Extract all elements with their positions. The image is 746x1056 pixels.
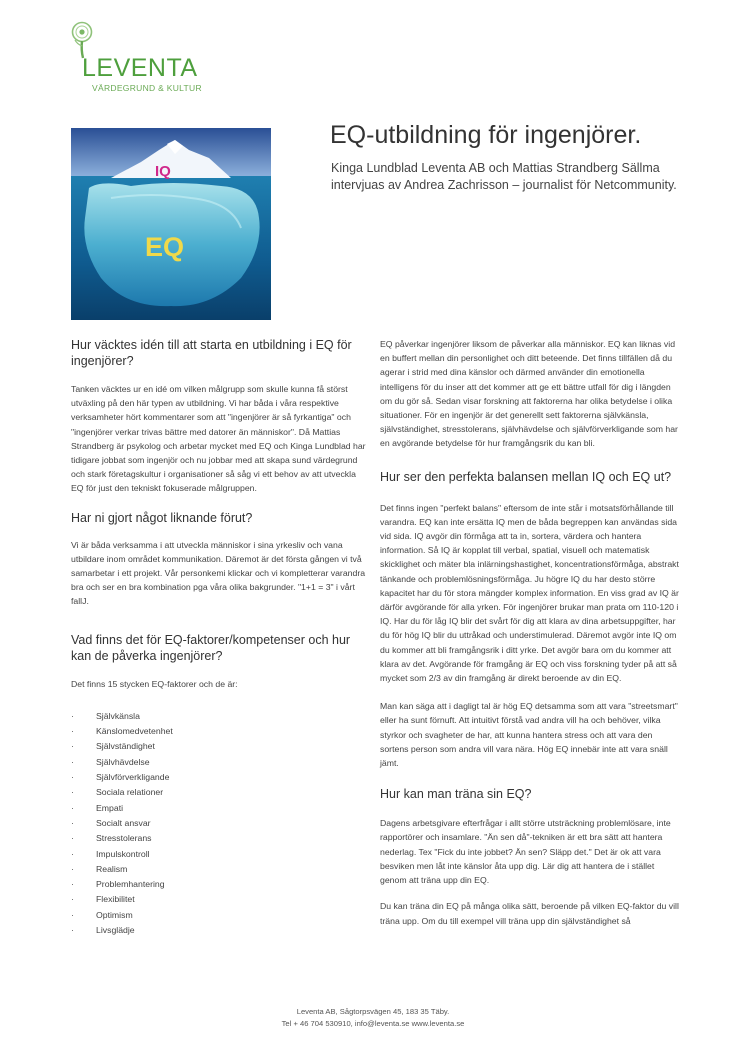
list-item: · Optimism: [71, 909, 133, 920]
answer-paragraph: Det finns 15 stycken EQ-faktorer och de är:: [71, 678, 238, 689]
footer-contact: Tel + 46 704 530910, info@leventa.se www.leventa.se: [281, 1018, 465, 1028]
answer-paragraph: Det finns ingen "perfekt balans" eftersom de inte står i motsatsförhållande till varandra. EQ kan inte ersätta IQ men de båda begreppen kan användas sida vid sida. IQ avgör din förmåga att ta in, sortera, värdera och hantera information. Så IQ är kopplat till verbal, spatial, visuell och matematisk skicklighet och mäter bla inlärningshastighet, koncentrationsförmåga, abstrakt tänkande och problemlösningsförmåga. Ju högre IQ du har desto större kapacitet har du för stora mängder komplex information. En viss grad av IQ är därför avgörande för alla yrken. För ingenjörer brukar man prata om 110-120 i IQ. Har du för låg IQ blir det svårt för dig att klara av dina arbetsuppgifter, har du för hög IQ blir du uttråkad och understimulerad. Däremot avgör inte IQ om du kommer att bli framgångsrik i ditt yrke. Det avgör bara om du kommer att klara av det. Avgörande för framgång är EQ och viss forskning tyder på att så mycket som 2/3 av din framgång är direkt beroende av din EQ.: [380, 502, 679, 684]
list-item: · Realism: [71, 863, 128, 874]
list-item: · Problemhantering: [71, 879, 165, 890]
left-column: [71, 337, 367, 938]
page-title: EQ-utbildning för ingenjörer.: [330, 121, 642, 149]
hero-iq-label: IQ: [155, 163, 171, 180]
iceberg-image: [71, 128, 271, 320]
list-item: · Känslomedvetenhet: [71, 726, 173, 737]
answer-paragraph: Tanken väcktes ur en idé om vilken målgrupp som skulle kunna få störst utväxling på den här typen av utbildning. Vi har båda i våra respektive verksamheter hört kommentarer som att "ingenjörer är så fyrkantiga" och "ingenjörer verkar trivas bättre med datorer än människor". Då Mattias Strandberg är psykolog och arbetar mycket med EQ och Kinga Lundblad har tidigare jobbat som ingenjör och nu jobbar med att skapa sund värdegrund och stark företagskultur i organisationer så såg vi ett behov av att utveckla EQ för just den tekniskt fokuserade målgruppen.: [71, 384, 366, 494]
list-item: · Självförverkligande: [71, 772, 170, 783]
question-heading: Har ni gjort något liknande förut?: [71, 510, 253, 525]
logo-name: LEVENTA: [82, 54, 198, 82]
question-heading: Hur kan man träna sin EQ?: [380, 787, 532, 802]
list-item: · Självständighet: [71, 741, 155, 752]
question-heading: Vad finns det för EQ-faktorer/kompetenser och hur kan de påverka ingenjörer?: [71, 632, 351, 663]
hero-eq-label: EQ: [145, 232, 185, 262]
list-item: · Socialt ansvar: [71, 817, 151, 828]
answer-paragraph: EQ påverkar ingenjörer liksom de påverkar alla människor. EQ kan liknas vid en buffert mellan din personlighet och ditt beteende. Det finns tillfällen då du agerar i strid med dina känslor och därmed använder din emotionella intelligens för du inser att det kommer att ge ett bättre utfall för dig i längden om du gör så. Sedan visar forskning att faktorerna har olika betydelse i olika situationer. För en ingenjör är det generellt sett faktorerna självkänsla, självständighet, stresstolerans, självhävdelse och självförverkligande som har en avgörande betydelse för hur framgångsrik du kan bli.: [380, 339, 678, 449]
page-subtitle: Kinga Lundblad Leventa AB och Mattias Strandberg Sällma intervjuas av Andrea Zachrisson – journalist för Netcommunity.: [331, 161, 677, 192]
list-item: · Självhävdelse: [71, 756, 150, 767]
list-item: · Flexibilitet: [71, 894, 135, 905]
footer-address: Leventa AB, Sågtorpsvägen 45, 183 35 Täby.: [296, 1007, 450, 1016]
list-item: · Självkänsla: [71, 710, 140, 721]
answer-paragraph: Vi är båda verksamma i att utveckla människor i sina yrkesliv och vana utbildare inom området kommunikation. Däremot är det första gången vi två samarbetar i ett projekt. Vår personkemi klickar och vi kompletterar varandra bra och ser en bra kombination pga våra olika bakgrunder. "1+1 = 3" i vårt fallJ.: [71, 539, 366, 607]
page-footer: [0, 1006, 746, 1029]
answer-paragraph: Dagens arbetsgivare efterfrågar i allt större utsträckning problemlösare, inte rapportörer och insamlare. "Än sen då"-tekniken är ett bra sätt att hantera nederlag. Tex "Fick du inte jobbet? Än sen? Släpp det." Det är ok att vara besviken men låt inte känslor åta upp dig. Lär dig att hantera de i stället genom att träna upp din EQ.: [380, 818, 671, 886]
eq-factor-list: [71, 709, 367, 938]
right-column: [380, 337, 680, 928]
list-item: · Impulskontroll: [71, 848, 150, 859]
list-item: · Empati: [71, 802, 124, 813]
list-item: · Sociala relationer: [71, 787, 164, 798]
list-item: · Livsglädje: [71, 925, 135, 935]
company-logo: [68, 20, 208, 100]
list-item: · Stresstolerans: [71, 833, 152, 844]
answer-paragraph: Man kan säga att i dagligt tal är hög EQ detsamma som att vara "streetsmart" eller ha sunt förnuft. Att intuitivt förstå vad andra vill ha och behöver, vilka styrkor och svagheter de har, att kunna hantera stress och att vara den sortens person som andra vill vara nära. Hög EQ innebär inte att vara snäll jämt.: [380, 701, 678, 769]
logo-tagline: VÄRDEGRUND & KULTUR: [92, 83, 202, 93]
question-heading: Hur väcktes idén till att starta en utbildning i EQ för ingenjörer?: [71, 338, 352, 368]
question-heading: Hur ser den perfekta balansen mellan IQ och EQ ut?: [380, 469, 672, 484]
answer-paragraph: Du kan träna din EQ på många olika sätt, beroende på vilken EQ-faktor du vill träna upp. Om du till exempel vill träna upp din självständighet så: [380, 901, 679, 926]
